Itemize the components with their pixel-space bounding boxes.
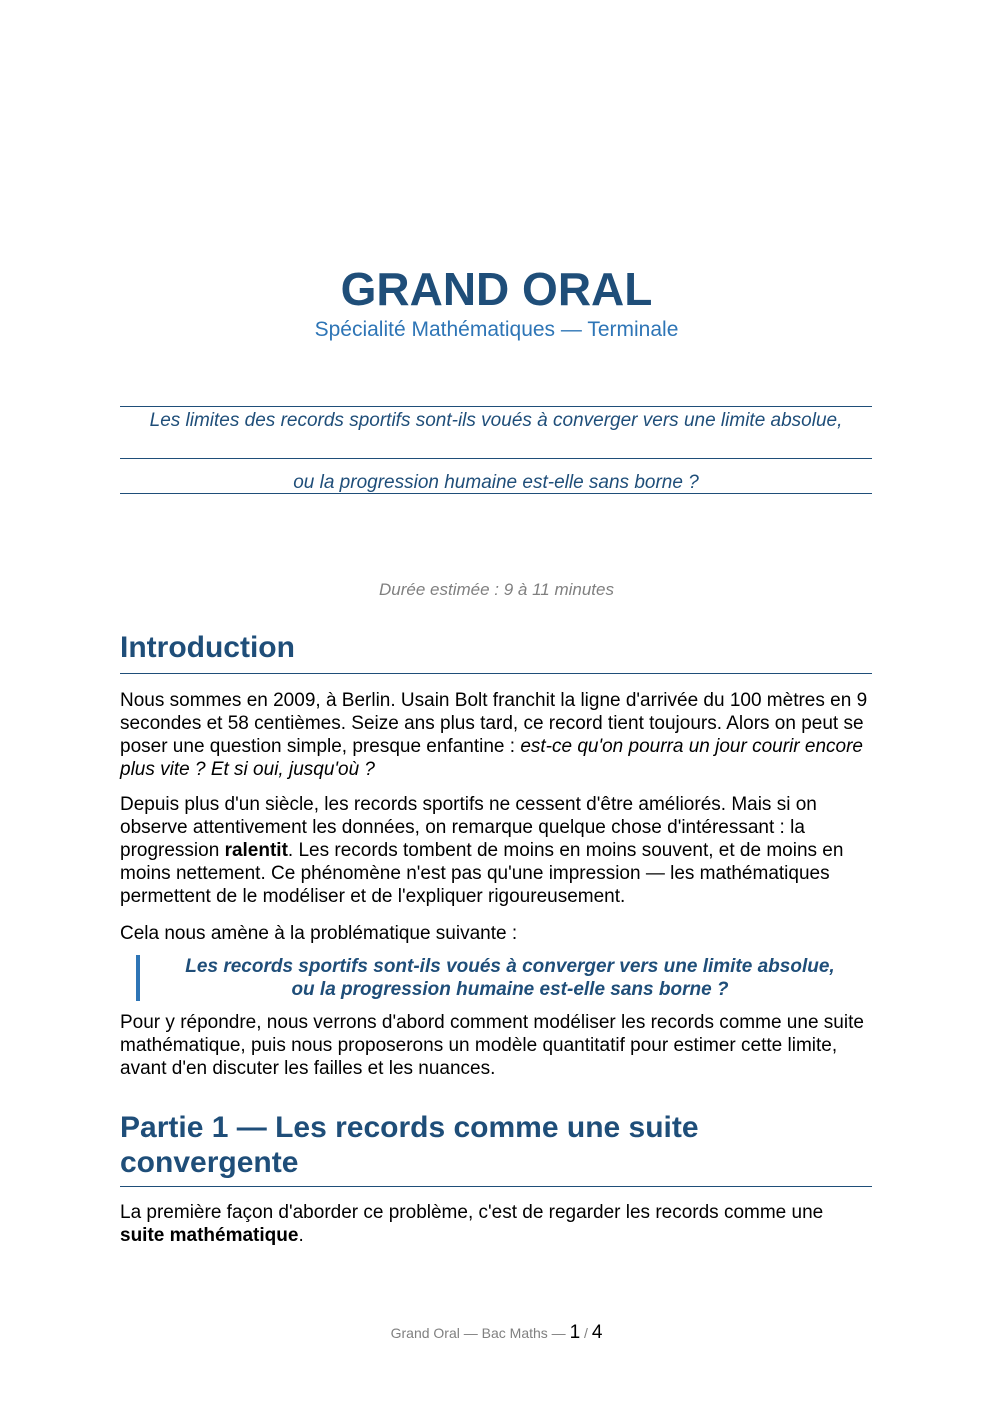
footer-text: Grand Oral — Bac Maths — [390,1325,570,1341]
intro-paragraph-1-question: est-ce qu'on pourra un jour courir encore plus vite ? Et si oui, jusqu'où ? [120,736,863,780]
intro-paragraph-1-text: Nous sommes en 2009, à Berlin. Usain Bolt franchit la ligne d'arrivée du 100 mètres en 9 secondes et 58 centièmes. Seize ans plus tard, ce record tient toujours. Alors on peut se poser une question simple, presque enfantine : [120,690,868,757]
footer-page-total: 4 [591,1322,603,1343]
part1-paragraph-1 [120,1201,872,1247]
intro-paragraph-3: Cela nous amène à la problématique suivante : [120,923,518,944]
quote-line-1: Les records sportifs sont-ils voués à converger vers une limite absolue, [185,956,835,977]
intro-paragraph-2-end: . Les records tombent de moins en moins souvent, et de moins en moins nettement. Ce phénomène n'est pas qu'une impression — les mathématiques permettent de le modéliser et de l'expliquer rigoureusement. [120,840,844,907]
intro-paragraph-2-start: Depuis plus d'un siècle, les records sportifs ne cessent d'être améliorés. Mais si on observe attentivement les données, on remarque quelque chose d'intéressant : la progression [120,794,817,861]
intro-paragraph-2-emphasis: ralentit [224,840,288,861]
page-footer [0,1322,993,1344]
research-question-line-1: Les limites des records sportifs sont-ils voués à converger vers une limite absolue, [120,406,872,458]
problem-statement-quote [136,955,876,1001]
research-question-line-2: ou la progression humaine est-elle sans borne ? [120,458,872,494]
document-title: GRAND ORAL [340,263,653,315]
quote-line-2: ou la progression humaine est-elle sans borne ? [291,979,729,1000]
section-heading-introduction: Introduction [120,630,872,674]
document-subtitle: Spécialité Mathématiques — Terminale [314,318,679,341]
research-question-box [120,406,872,494]
intro-paragraph-2 [120,793,872,908]
part1-paragraph-1-end: . [298,1225,304,1246]
intro-paragraph-1 [120,689,872,781]
estimated-duration: Durée estimée : 9 à 11 minutes [379,580,614,599]
footer-page-separator: / [580,1325,592,1341]
part1-paragraph-1-start: La première façon d'aborder ce problème, c'est de regarder les records comme une [120,1202,824,1223]
intro-paragraph-4: Pour y répondre, nous verrons d'abord comment modéliser les records comme une suite mathématique, puis nous proposerons un modèle quantitatif pour estimer cette limite, avant d'en discuter les failles et les nuances. [120,1012,864,1079]
part1-paragraph-1-emphasis: suite mathématique [120,1225,299,1246]
footer-page-current: 1 [569,1322,581,1343]
section-heading-part-1: Partie 1 — Les records comme une suite convergente [120,1110,872,1187]
